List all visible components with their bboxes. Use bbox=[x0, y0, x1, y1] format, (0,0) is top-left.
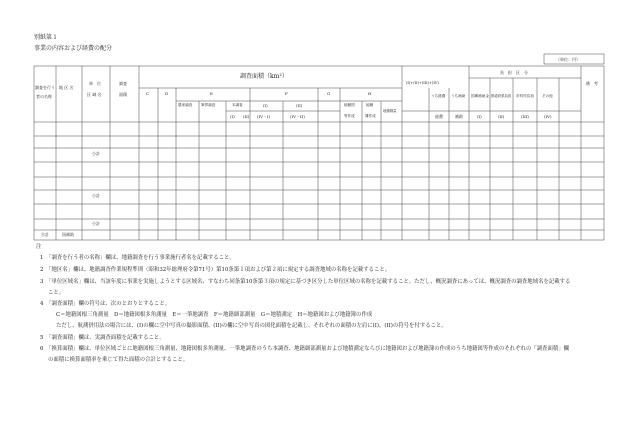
sub-f4: (IV・II) bbox=[290, 114, 305, 119]
col-area-2: 区 域 名 bbox=[87, 92, 102, 97]
form-number: 別紙第１ bbox=[34, 34, 59, 41]
sub-f3: (IV・I) bbox=[257, 114, 271, 119]
sub-h4: 簿作成 bbox=[365, 114, 376, 118]
col-b1: うち経費 bbox=[431, 94, 446, 98]
col-method-1: 調査 bbox=[119, 81, 127, 86]
page-title: 事業の内容および経費の配分 bbox=[34, 45, 113, 52]
sub-main-1: (I) bbox=[230, 114, 235, 119]
col-b3: 国庫補助金 bbox=[471, 94, 489, 98]
sub-main-2: (II) bbox=[243, 114, 250, 119]
row-b5: (III) bbox=[521, 114, 529, 119]
sub-reg: 農家調査 bbox=[178, 103, 193, 107]
col-d: D bbox=[165, 91, 169, 96]
note-6-cont: の面積に換算面積率を乗じて得た面積の合計とすること。 bbox=[48, 357, 189, 363]
sub-f1: (I) bbox=[263, 103, 268, 108]
note-3-cont: こと。 bbox=[48, 290, 65, 296]
subtotal-label-2: 小計 bbox=[92, 193, 100, 198]
sub-h1: 地籍図 bbox=[344, 103, 355, 107]
col-area-1: 単 位 bbox=[89, 81, 101, 86]
col-f: F bbox=[285, 91, 288, 96]
col-b2: うち補助 bbox=[451, 94, 466, 98]
notes-heading: 注 bbox=[36, 244, 42, 250]
col-remarks: 備 考 bbox=[586, 81, 598, 86]
col-b6: その他 bbox=[542, 94, 553, 98]
col-c: C bbox=[146, 91, 150, 96]
col-survey-area: 調査面積（km²） bbox=[240, 73, 288, 80]
sub-main: 本調査 bbox=[232, 103, 243, 107]
sub-h2: 等作成 bbox=[344, 114, 355, 118]
note-4: 4 「調査面積」欄の符号は、次のとおりとすること。 bbox=[40, 301, 171, 307]
col-operator-2: 者の名称 bbox=[36, 94, 52, 99]
sub-field: 筆界調査 bbox=[201, 103, 216, 107]
sub-h3: 地籍 bbox=[366, 103, 374, 107]
note-2: 2 「地区名」欄は、地籍調査作業規程準則（昭和32年総理府令第71号）第10条第１項および第２項に規定する調査地域の名称を記載すること。 bbox=[40, 267, 391, 273]
col-breakdown: 負 担 区 分 bbox=[500, 70, 528, 75]
subtotal-label-1: 小計 bbox=[92, 151, 100, 156]
col-h: H bbox=[368, 91, 372, 96]
unit-label: （単位：円） bbox=[556, 57, 580, 62]
sub-f2: (II) bbox=[296, 103, 303, 108]
total-label: 合計 bbox=[41, 232, 49, 237]
col-operator-1: 調査を行う bbox=[35, 85, 55, 90]
col-b4: 都道府県負担 bbox=[491, 94, 512, 98]
col-g: G bbox=[327, 91, 331, 96]
col-b5: 市町村負担 bbox=[516, 94, 534, 98]
note-4-codes: C＝地籍図根三角測量 D＝地籍図根多角測量 E＝一筆地調査 F＝地籍細部測量 G＝地積測定 H＝地籍図および地籍簿の作成 bbox=[56, 312, 373, 318]
col-region: 地 区 名 bbox=[59, 85, 74, 90]
col-e: E bbox=[210, 91, 213, 96]
note-6: 6 「換算面積」欄は、単位区域ごとに地籍図根三角測量、地籍図根多角測量、一筆地調査のうち本調査、地籍細部測量および地積測定ならびに地籍図および地籍簿の作成のうち地籍図等作成のそれぞれの「調査面積」欄 bbox=[40, 346, 570, 352]
grand-label: 国補助 bbox=[62, 232, 74, 237]
note-4-remark: ただし、航測併用法の場合には、(I)の欄に空中写真の撮影面積、(II)の欄に空中写真の図化面積を記載し、それぞれの面積の左肩に(I)、(II)の符号を付すること。 bbox=[56, 323, 447, 329]
sub-h5: 地積測量 bbox=[383, 109, 397, 113]
row-b3: (I) bbox=[477, 114, 482, 119]
row-b2: 補助 bbox=[455, 114, 463, 119]
row-b6: (IV) bbox=[544, 114, 552, 119]
col-method-2: 面積 bbox=[119, 92, 127, 97]
note-3: 3 「単位区域名」欄は、当該年度に事業を実施しようとする区域名、すなわち同条第10条第３項の規定に基づき区分した単位区域の名称を記載すること。ただし、概況調査にあっては、概況調査の調査地域名を記載する bbox=[40, 279, 571, 285]
note-1: 1 「調査を行う者の名称」欄は、地籍調査を行う事業施行者名を記載すること。 bbox=[40, 255, 235, 261]
note-5: 5 「調査面積」欄は、実調査面積を記載すること。 bbox=[40, 335, 165, 341]
subtotal-label-3: 小計 bbox=[92, 221, 100, 226]
row-b4: (II) bbox=[498, 114, 505, 119]
col-formula: (I)+(II)+(III)+(IV) bbox=[406, 81, 439, 85]
row-b1: 経費 bbox=[435, 114, 443, 119]
